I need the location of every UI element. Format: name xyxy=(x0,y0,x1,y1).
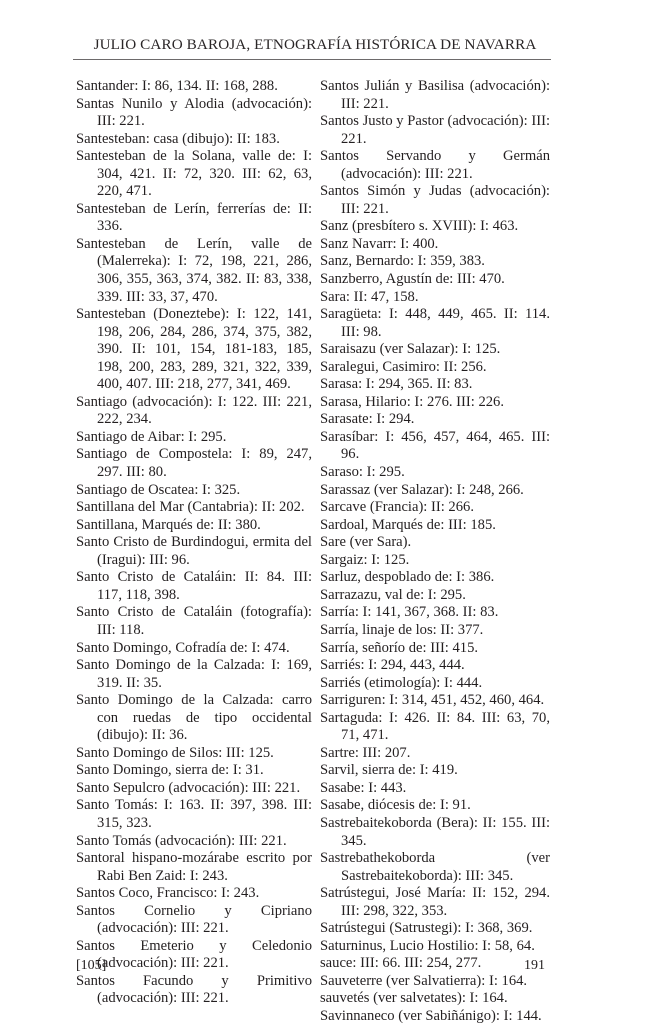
index-entry: Santo Cristo de Cataláin: II: 84. III: 117, 118, 398. xyxy=(76,569,312,603)
index-entry: Santo Tomás: I: 163. II: 397, 398. III: 315, 323. xyxy=(76,797,312,831)
index-entry: Santos Simón y Judas (advocación): III: 221. xyxy=(320,183,550,217)
index-entry: Sarcave (Francia): II: 266. xyxy=(320,499,474,516)
index-entry: Santesteban: casa (dibujo): II: 183. xyxy=(76,130,280,147)
index-entry: Santos Emeterio y Celedonio (advocación): III: 221. xyxy=(76,937,312,972)
index-entry: Sanz Navarr: I: 400. xyxy=(320,235,439,252)
index-entry: Sarriés: I: 294, 443, 444. xyxy=(320,657,465,674)
index-entry: Santiago de Compostela: I: 89, 247, 297. III: 80. xyxy=(76,446,312,481)
index-entry: Saraisazu (ver Salazar): I: 125. xyxy=(320,341,501,358)
index-entry: Sarvil, sierra de: I: 419. xyxy=(320,762,458,779)
index-entry: Sarluz, despoblado de: I: 386. xyxy=(320,569,495,586)
index-entry: Sarriguren: I: 314, 451, 452, 460, 464. xyxy=(320,692,545,709)
index-entry: Santillana del Mar (Cantabria): II: 202. xyxy=(76,499,305,516)
index-entry: Sartaguda: I: 426. II: 84. III: 63, 70, 71, 471. xyxy=(320,709,550,744)
index-entry: Santesteban de Lerín, ferrerías de: II: 336. xyxy=(76,200,312,235)
index-entry: Sarría, señorío de: III: 415. xyxy=(320,639,479,656)
index-entry: Santesteban de la Solana, valle de: I: 304, 421. II: 72, 320. III: 62, 63, 220, 471. xyxy=(76,148,312,200)
index-entry: sauce: III: 66. III: 254, 277. xyxy=(320,955,482,972)
index-entry: Sastrebathekoborda (ver Sastrebaitekoborda): III: 345. xyxy=(320,850,550,884)
index-entry: Santiago de Oscatea: I: 325. xyxy=(76,481,241,498)
index-entry: Sardoal, Marqués de: III: 185. xyxy=(320,516,496,533)
index-entry: Saralegui, Casimiro: II: 256. xyxy=(320,358,487,375)
index-entry: Santiago de Aibar: I: 295. xyxy=(76,428,227,445)
index-entry: Santos Servando y Germán (advocación): III: 221. xyxy=(320,148,550,182)
index-entry: Santo Domingo, Cofradía de: I: 474. xyxy=(76,639,290,656)
index-entry: Sanz, Bernardo: I: 359, 383. xyxy=(320,253,485,270)
index-column-right xyxy=(320,78,550,1026)
running-header: JULIO CARO BAROJA, ETNOGRAFÍA HISTÓRICA DE NAVARRA xyxy=(93,36,537,53)
index-entry: Sarasa, Hilario: I: 276. III: 226. xyxy=(320,393,504,410)
index-entry: Santander: I: 86, 134. II: 168, 288. xyxy=(76,78,278,94)
page-number: 191 xyxy=(524,958,545,973)
header-rule xyxy=(73,59,551,60)
index-entry: Sara: II: 47, 158. xyxy=(320,288,419,305)
index-entry: Santesteban de Lerín, valle de (Malerreka): I: 72, 198, 221, 286, 306, 355, 363, 374, 382. II: 83, 338, 339. III: 33, 37, 470. xyxy=(76,235,312,305)
index-entry: Sarriés (etimología): I: 444. xyxy=(320,674,483,691)
index-entry: Sarasa: I: 294, 365. II: 83. xyxy=(320,376,473,393)
index-entry: Sarría, linaje de los: II: 377. xyxy=(320,621,484,638)
index-entry: Santo Tomás (advocación): III: 221. xyxy=(76,832,287,849)
index-entry: Santo Domingo de Silos: III: 125. xyxy=(76,744,274,761)
index-entry: Sarasate: I: 294. xyxy=(320,411,415,428)
index-entry: Savinnaneco (ver Sabiñánigo): I: 144. xyxy=(320,1007,542,1024)
index-entry: Sanz (presbítero s. XVIII): I: 463. xyxy=(320,218,519,235)
index-entry: Sarasíbar: I: 456, 457, 464, 465. III: 96. xyxy=(320,428,550,463)
index-entry: Santillana, Marqués de: II: 380. xyxy=(76,516,261,533)
index-entry: Santo Cristo de Cataláin (fotografía): III: 118. xyxy=(76,604,312,638)
index-entry: Sanzberro, Agustín de: III: 470. xyxy=(320,271,505,288)
index-entry: sauvetés (ver salvetates): I: 164. xyxy=(320,990,508,1007)
index-entry: Sarrazazu, val de: I: 295. xyxy=(320,586,466,603)
index-entry: Sauveterre (ver Salvatierra): I: 164. xyxy=(320,972,528,989)
index-entry: Satrústegui (Satrustegi): I: 368, 369. xyxy=(320,920,533,937)
index-entry: Santiago (advocación): I: 122. III: 221, 222, 234. xyxy=(76,393,312,428)
index-entry: Sasabe, diócesis de: I: 91. xyxy=(320,797,471,814)
index-entry: Santos Justo y Pastor (advocación): III: 221. xyxy=(320,113,550,147)
index-entry: Santos Coco, Francisco: I: 243. xyxy=(76,885,260,902)
index-entry: Santo Cristo de Burdindogui, ermita del (Iragui): III: 96. xyxy=(76,534,312,568)
index-entry: Sastrebaitekoborda (Bera): II: 155. III: 345. xyxy=(320,814,550,849)
index-entry: Saraso: I: 295. xyxy=(320,464,405,481)
index-entry: Santo Domingo de la Calzada: carro con ruedas de tipo occidental (dibujo): II: 36. xyxy=(76,692,312,744)
index-entry: Santo Domingo de la Calzada: I: 169, 319. II: 35. xyxy=(76,657,312,691)
index-entry: Santo Domingo, sierra de: I: 31. xyxy=(76,762,264,779)
index-entry: Santos Cornelio y Cipriano (advocación): III: 221. xyxy=(76,902,312,937)
index-entry: Sargaiz: I: 125. xyxy=(320,551,410,568)
index-entry: Santo Sepulcro (advocación): III: 221. xyxy=(76,779,301,796)
index-entry: Sarría: I: 141, 367, 368. II: 83. xyxy=(320,604,499,621)
index-entry: Sarassaz (ver Salazar): I: 248, 266. xyxy=(320,481,524,498)
index-entry: Santas Nunilo y Alodia (advocación): III: 221. xyxy=(76,95,312,130)
index-entry: Santos Julián y Basilisa (advocación): III: 221. xyxy=(320,78,550,112)
index-entry: Santos Facundo y Primitivo (advocación): III: 221. xyxy=(76,972,312,1007)
index-entry: Sartre: III: 207. xyxy=(320,744,411,761)
index-entry: Sare (ver Sara). xyxy=(320,534,412,551)
index-entry: Sasabe: I: 443. xyxy=(320,779,407,796)
index-column-left xyxy=(76,78,312,1008)
index-entry: Satrústegui, José María: II: 152, 294. III: 298, 322, 353. xyxy=(320,885,550,919)
index-entry: Saturninus, Lucio Hostilio: I: 58, 64. xyxy=(320,937,535,954)
index-entry: Santesteban (Doneztebe): I: 122, 141, 198, 206, 284, 286, 374, 375, 382, 390. II: 101, 154, 181-183, 185, 198, 200, 283, 289, 321, 322, 339, 400, 407. III: 218, 277, 341, 469. xyxy=(76,306,312,393)
index-entry: Santoral hispano-mozárabe escrito por Rabi Ben Zaid: I: 243. xyxy=(76,850,312,884)
bracket-page-number: [105] xyxy=(76,958,107,973)
index-entry: Saragüeta: I: 448, 449, 465. II: 114. III: 98. xyxy=(320,306,550,340)
